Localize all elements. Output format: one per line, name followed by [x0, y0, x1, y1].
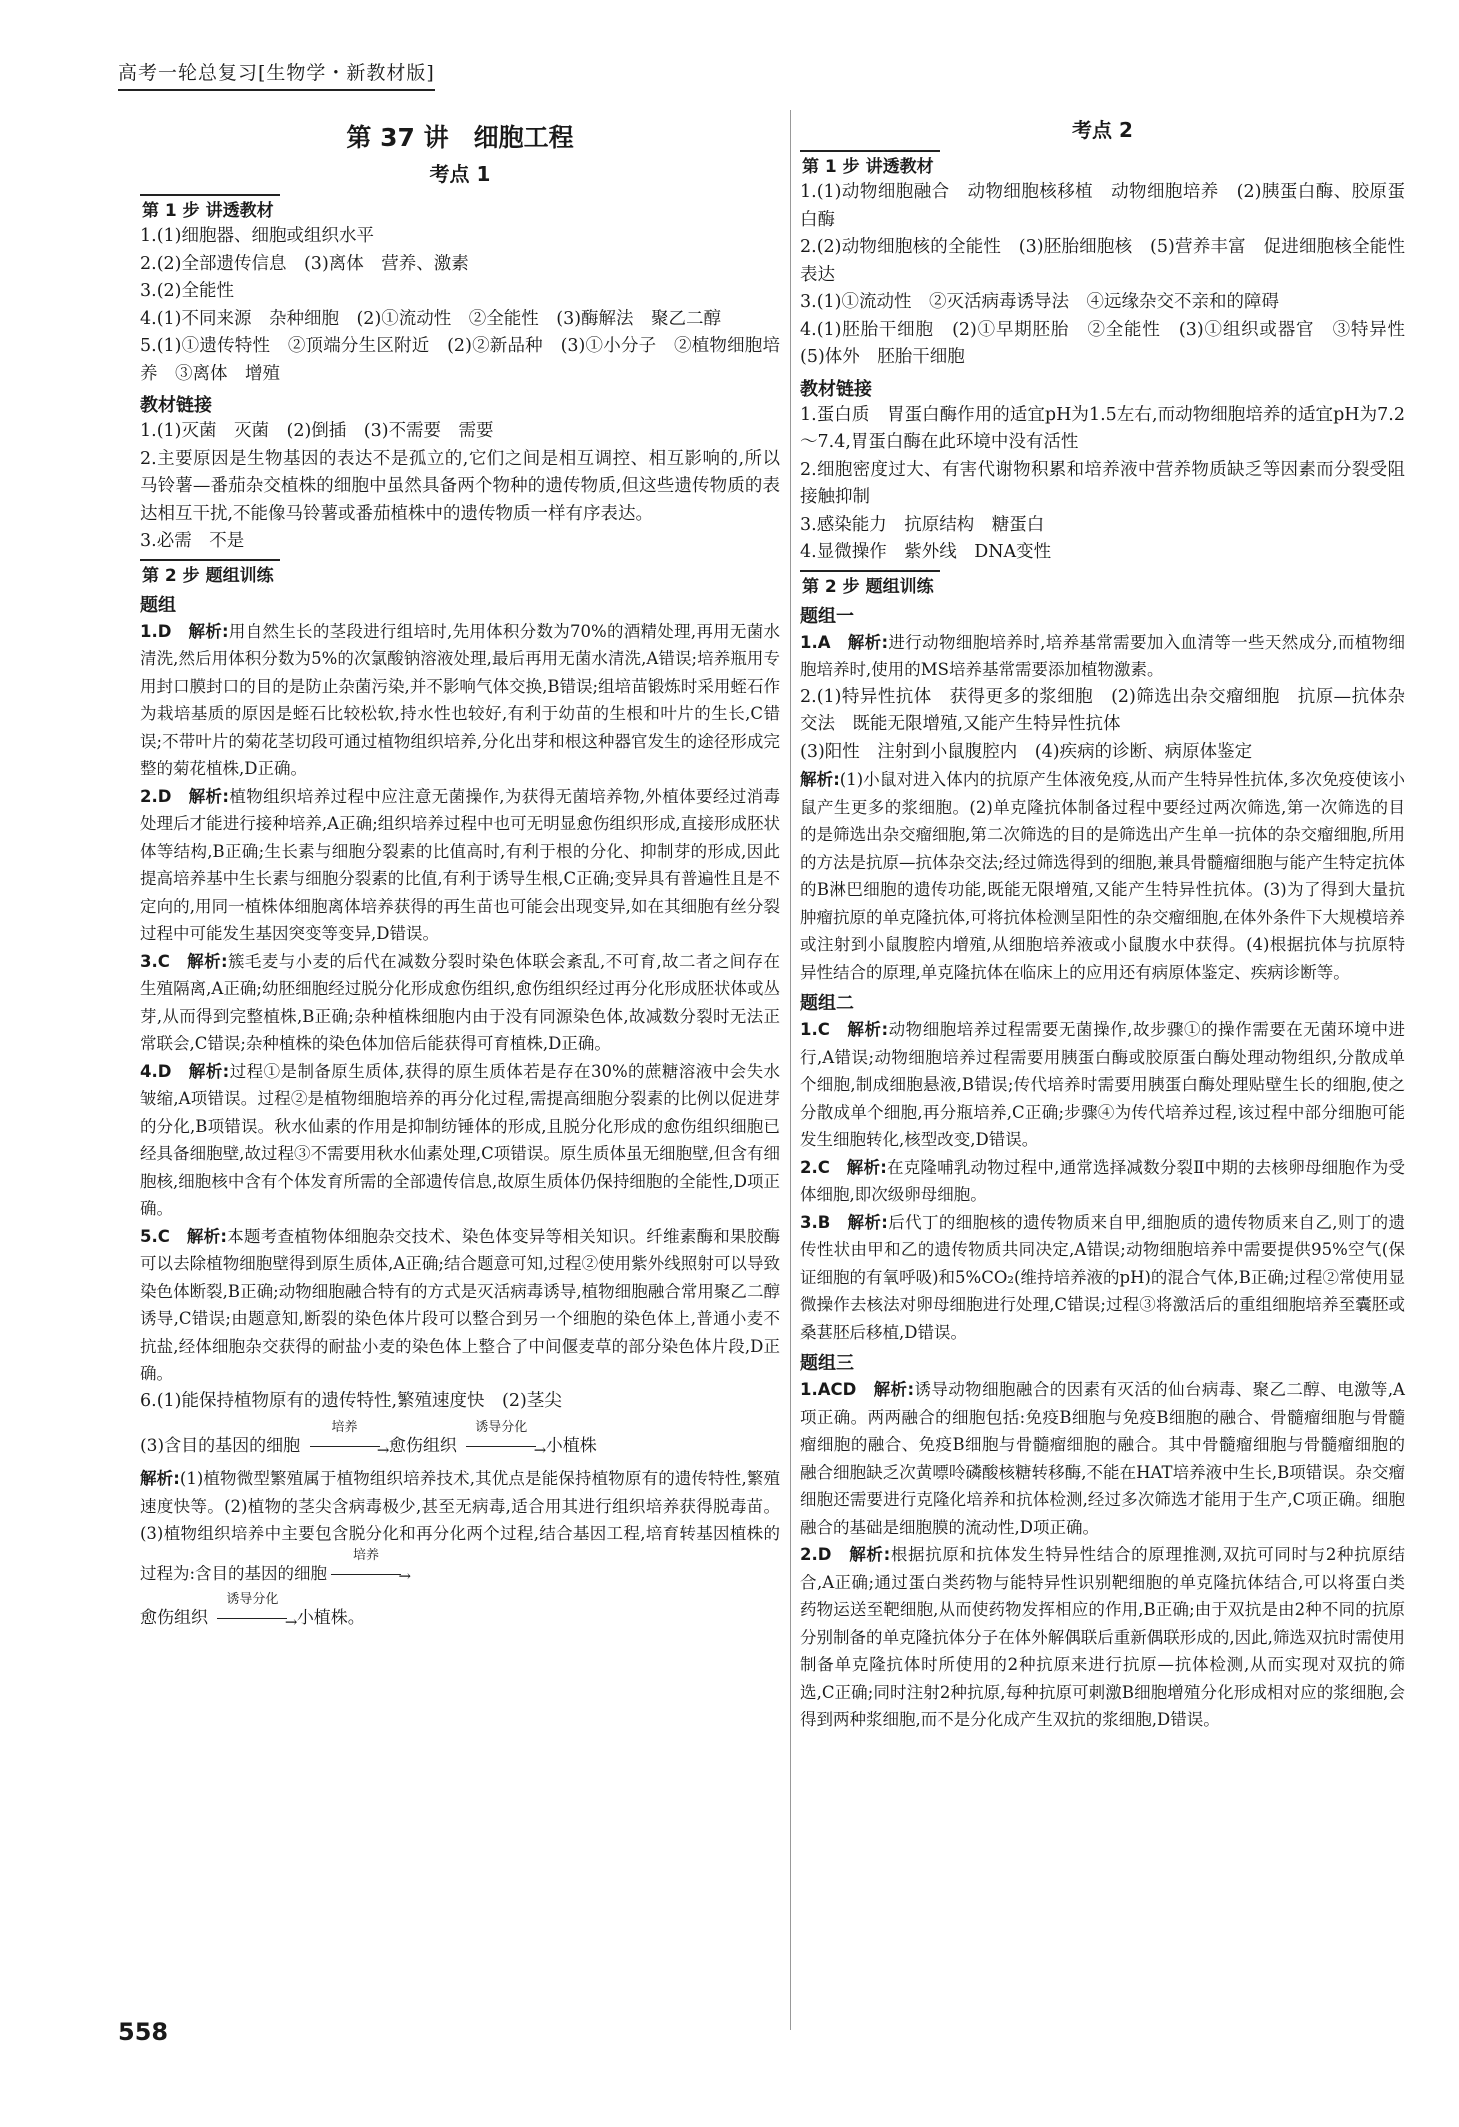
- analysis-head: 解析:: [140, 1469, 180, 1488]
- answer-item: [800, 1154, 1405, 1209]
- answer-text: 簇毛麦与小麦的后代在减数分裂时染色体联会紊乱,不可育,故二者之间存在生殖隔离,A正确;幼胚细胞经过脱分化形成愈伤组织,愈伤组织经过再分化形成胚状体或丛芽,从而得到完整植株,B正确;杂种植株细胞内由于没有同源染色体,故减数分裂时无法正常联会,C错误;杂种植株的染色体加倍后能获得可育植株,D正确。: [140, 951, 780, 1053]
- answer-item: [800, 766, 1405, 986]
- answer-text: 在克隆哺乳动物过程中,通常选择减数分裂Ⅱ中期的去核卵母细胞作为受体细胞,即次级卵母细胞。: [800, 1157, 1405, 1204]
- column-divider: [790, 110, 791, 2030]
- answer-head: 1.A 解析:: [800, 632, 889, 652]
- answer-item: [800, 1376, 1405, 1541]
- flow-end: 小植株: [545, 1436, 597, 1456]
- flow-arrow: [217, 1591, 287, 1633]
- answer-item: [800, 1541, 1405, 1734]
- answer-text: 用自然生长的茎段进行组培时,先用体积分数为70%的酒精处理,再用无菌水清洗,然后用体积分数为5%的次氯酸钠溶液处理,最后再用无菌水清洗,A错误;培养瓶用专用封口膜封口的目的是防止杂菌污染,并不影响气体交换,B错误;组培苗锻炼时采用蛭石作为栽培基质的原因是蛭石比较松软,持水性也较好,有利于幼苗的生根和叶片的生长,C错误;不带叶片的菊花茎切段可通过植物组织培养,分化出芽和根这种器官发生的途径形成完整的菊花植株,D正确。: [140, 621, 780, 778]
- answer-text: 根据抗原和抗体发生特异性结合的原理推测,双抗可同时与2种抗原结合,A正确;通过蛋白类药物与能特异性识别靶细胞的单克隆抗体结合,可以将蛋白类药物运送至靶细胞,从而使药物发挥相应的作用,B正确;由于双抗是由2种不同的抗原分别制备的单克隆抗体分子在体外解偶联后重新偶联形成的,因此,筛选双抗时需使用制备单克隆抗体时所使用的2种抗原来进行抗原—抗体检测,从而实现对双抗的筛选,C正确;同时注射2种抗原,每种抗原可刺激B细胞增殖分化形成相对应的浆细胞,会得到两种浆细胞,而不是分化成产生双抗的浆细胞,D错误。: [800, 1545, 1405, 1729]
- answer-text: 植物组织培养过程中应注意无菌操作,为获得无菌培养物,外植体要经过消毒处理后才能进行接种培养,A正确;组织培养过程中也可无明显愈伤组织形成,直接形成胚状体等结构,B正确;生长素与细胞分裂素的比值高时,有利于根的分化、抑制芽的形成,因此提高培养基中生长素与细胞分裂素的比值,有利于诱导生根,C正确;变异具有普遍性且是不定向的,用同一植株体细胞离体培养获得的再生苗也可能会出现变异,如在其细胞有丝分裂过程中可能发生基因突变等变异,D错误。: [140, 786, 780, 943]
- q6-analysis: [140, 1465, 780, 1587]
- answer-text: 进行动物细胞培养时,培养基常需要加入血清等一些天然成分,而植物细胞培养时,使用的MS培养基常需要添加植物激素。: [800, 632, 1405, 679]
- step2-label: 第 2 步 题组训练: [140, 559, 280, 586]
- answer-item: [800, 1209, 1405, 1347]
- answer-text: 过程①是制备原生质体,获得的原生质体若是存在30%的蔗糖溶液中会失水皱缩,A项错误。过程②是植物细胞培养的再分化过程,需提高细胞分裂素的比例以促进芽的分化,B项错误。秋水仙素的作用是抑制纺锤体的形成,且脱分化形成的愈伤组织细胞已经具备细胞壁,故过程③不需要用秋水仙素处理,C项错误。原生质体虽无细胞壁,但含有细胞核,细胞核中含有个体发育所需的全部遗传信息,故原生质体仍保持细胞的全能性,D项正确。: [140, 1061, 781, 1218]
- flow-arrow-caption: 培养: [353, 1547, 380, 1563]
- flow-arrow-caption: 诱导分化: [475, 1420, 528, 1435]
- step1-item: 4.(1)胚胎干细胞 (2)①早期胚胎 ②全能性 (3)①组织或器官 ③特异性 (5)体外 胚胎干细胞: [800, 319, 1423, 367]
- answer-item: [140, 1058, 780, 1223]
- kaodian-1-title: 考点 1: [429, 162, 491, 186]
- answer-head: 1.D 解析:: [140, 621, 229, 641]
- step2-label: 第 2 步 题组训练: [800, 570, 940, 597]
- q6-line: 6.(1)能保持植物原有的遗传特性,繁殖速度快 (2)茎尖: [140, 1390, 562, 1411]
- flow-arrow: [331, 1548, 401, 1588]
- q6-flow: [140, 1419, 780, 1461]
- left-column: [140, 110, 780, 1637]
- step1-item: 3.(2)全能性: [140, 281, 234, 301]
- flow-arrow-caption: 培养: [331, 1420, 358, 1435]
- jiaocai-item: 2.细胞密度过大、有害代谢物积累和培养液中营养物质缺乏等因素而分裂受阻 接触抑制: [800, 459, 1423, 507]
- answer-item: [140, 783, 780, 948]
- step1-label: 第 1 步 讲透教材: [140, 194, 280, 221]
- lecture-title: 第 37 讲 细胞工程: [346, 123, 574, 152]
- analysis-text: (1)植物微型繁殖属于植物组织培养技术,其优点是能保持植物原有的遗传特性,繁殖速度快等。(2)植物的茎尖含病毒极少,甚至无病毒,适合用其进行组织培养获得脱毒苗。(3)植物组织培养中主要包含脱分化和再分化两个过程,结合基因工程,培育转基因植株的过程为:含目的基因的细胞: [140, 1469, 780, 1583]
- page-number: 558: [118, 2018, 169, 2046]
- step1-item: 2.(2)动物细胞核的全能性 (3)胚胎细胞核 (5)营养丰富 促进细胞核全能性表达: [800, 237, 1405, 285]
- answer-head: 2.C 解析:: [800, 1157, 887, 1177]
- answer-line: (3)阳性 注射到小鼠腹腔内 (4)疾病的诊断、病原体鉴定: [800, 741, 1253, 762]
- jiaocai-item: 1.(1)灭菌 灭菌 (2)倒插 (3)不需要 需要: [140, 421, 494, 441]
- answer-head: 5.C 解析:: [140, 1226, 227, 1246]
- jiaocai-item: 2.主要原因是生物基因的表达不是孤立的,它们之间是相互调控、相互影响的,所以马铃薯—番茄杂交植株的细胞中虽然具备两个物种的遗传物质,但这些遗传物质的表达相互干扰,不能像马铃薯或番茄植株中的遗传物质一样有序表达。: [140, 448, 780, 524]
- step1-item: 4.(1)不同来源 杂种细胞 (2)①流动性 ②全能性 (3)酶解法 聚乙二醇: [140, 308, 722, 329]
- step1-item: 3.(1)①流动性 ②灭活病毒诱导法 ④远缘杂交不亲和的障碍: [800, 292, 1279, 312]
- flow-start: 愈伤组织: [140, 1608, 208, 1628]
- answer-head: 1.ACD 解析:: [800, 1380, 915, 1399]
- answer-text: 后代丁的细胞核的遗传物质来自甲,细胞质的遗传物质来自乙,则丁的遗传性状由甲和乙的遗传物质共同决定,A错误;动物细胞培养中需要提供95%空气(保证细胞的有氧呼吸)和5%CO₂(维持培养液的pH)的混合气体,B正确;过程②常使用显微操作去核法对卵母细胞进行处理,C错误;过程③将激活后的重组细胞培养至囊胚或桑葚胚后移植,D错误。: [800, 1212, 1405, 1342]
- q6-tail-flow: [140, 1591, 780, 1633]
- answer-head: 2.D 解析:: [140, 786, 230, 806]
- running-header: 高考一轮总复习[生物学・新教材版]: [118, 58, 435, 91]
- group3-label: 题组三: [800, 1353, 854, 1374]
- answer-head: 解析:: [800, 770, 840, 789]
- flow-arrow: [310, 1419, 380, 1461]
- group1-label: 题组一: [800, 605, 854, 627]
- flow-arrow: [466, 1419, 536, 1461]
- step1-item: 1.(1)细胞器、细胞或组织水平: [140, 226, 374, 246]
- flow-start: (3)含目的基因的细胞: [140, 1436, 301, 1456]
- group2-label: 题组二: [800, 993, 854, 1014]
- flow-arrow-caption: 诱导分化: [226, 1592, 279, 1607]
- kaodian-2-title: 考点 2: [1072, 118, 1133, 142]
- answer-text: (1)小鼠对进入体内的抗原产生体液免疫,从而产生特异性抗体,多次免疫使该小鼠产生更多的浆细胞。(2)单克隆抗体制备过程中要经过两次筛选,第一次筛选的目的是筛选出杂交瘤细胞,第二次筛选的目的是筛选出产生单一抗体的杂交瘤细胞,所用的方法是抗原—抗体杂交法;经过筛选得到的细胞,兼具骨髓瘤细胞与能产生特定抗体的B淋巴细胞的遗传功能,既能无限增殖,又能产生特异性抗体。(3)为了得到大量抗肿瘤抗原的单克隆抗体,可将抗体检测呈阳性的杂交瘤细胞,在体外条件下大规模培养或注射到小鼠腹腔内增殖,从细胞培养液或小鼠腹水中获得。(4)根据抗体与抗原特异性结合的原理,单克隆抗体在临床上的应用还有病原体鉴定、疾病诊断等。: [800, 770, 1405, 982]
- answer-text: 本题考查植物体细胞杂交技术、染色体变异等相关知识。纤维素酶和果胶酶可以去除植物细胞壁得到原生质体,A正确;结合题意可知,过程②使用紫外线照射可以导致染色体断裂,B正确;动物细胞融合特有的方式是灭活病毒诱导,植物细胞融合常用聚乙二醇诱导,C错误;由题意知,断裂的染色体片段可以整合到另一个细胞的染色体上,普通小麦不抗盐,经体细胞杂交获得的耐盐小麦的染色体上整合了中间偃麦草的部分染色体片段,D正确。: [140, 1226, 781, 1383]
- answer-text: 诱导动物细胞融合的因素有灭活的仙台病毒、聚乙二醇、电激等,A项正确。两两融合的细胞包括:免疫B细胞与免疫B细胞的融合、骨髓瘤细胞与骨髓瘤细胞的融合、免疫B细胞与骨髓瘤细胞的融合。其中骨髓瘤细胞与骨髓瘤细胞的融合细胞缺乏次黄嘌呤磷酸核糖转移酶,不能在HAT培养液中生长,B项错误。杂交瘤细胞还需要进行克隆化培养和抗体检测,经过多次筛选才能用于生产,C项正确。细胞融合的基础是细胞膜的流动性,D项正确。: [800, 1380, 1405, 1537]
- jiaocai-label: 教材链接: [800, 378, 872, 400]
- jiaocai-item: 3.必需 不是: [140, 531, 245, 551]
- jiaocai-item: 4.显微操作 紫外线 DNA变性: [800, 542, 1052, 562]
- answer-text: 动物细胞培养过程需要无菌操作,故步骤①的操作需要在无菌环境中进行,A错误;动物细胞培养过程需要用胰蛋白酶或胶原蛋白酶处理动物组织,分散成单个细胞,制成细胞悬液,B错误;传代培养时需要用胰蛋白酶处理贴壁生长的细胞,使之分散成单个细胞,再分瓶培养,C正确;步骤④为传代培养过程,该过程中部分细胞可能发生细胞转化,核型改变,D错误。: [800, 1020, 1405, 1149]
- jiaocai-item: 1.蛋白质 胃蛋白酶作用的适宜pH为1.5左右,而动物细胞培养的适宜pH为7.2～7.4,胃蛋白酶在此环境中没有活性: [800, 404, 1405, 452]
- answer-item: [800, 1016, 1405, 1154]
- tizu-label: 题组: [140, 594, 176, 616]
- answer-item: [140, 618, 780, 783]
- step1-item: 2.(2)全部遗传信息 (3)离体 营养、激素: [140, 253, 469, 274]
- jiaocai-label: 教材链接: [140, 395, 212, 416]
- answer-head: 2.D 解析:: [800, 1545, 891, 1564]
- answer-item: [140, 1223, 780, 1388]
- answer-item: [140, 948, 780, 1058]
- flow-end: 小植株。: [296, 1608, 365, 1628]
- answer-head: 3.C 解析:: [140, 951, 228, 971]
- jiaocai-item: 3.感染能力 抗原结构 糖蛋白: [800, 514, 1045, 535]
- step1-label: 第 1 步 讲透教材: [800, 150, 940, 177]
- answer-item: [800, 629, 1405, 684]
- flow-mid: 愈伤组织: [388, 1436, 457, 1456]
- step1-item: 5.(1)①遗传特性 ②顶端分生区附近 (2)②新品种 (3)①小分子 ②植物细胞培养 ③离体 增殖: [140, 336, 780, 384]
- answer-line: 2.(1)特异性抗体 获得更多的浆细胞 (2)筛选出杂交瘤细胞 抗原—抗体杂交法 既能无限增殖,又能产生特异性抗体: [800, 686, 1405, 734]
- right-column: [800, 110, 1423, 1734]
- answer-head: 3.B 解析:: [800, 1212, 888, 1232]
- answer-head: 1.C 解析:: [800, 1020, 889, 1039]
- step1-item: 1.(1)动物细胞融合 动物细胞核移植 动物细胞培养 (2)胰蛋白酶、胶原蛋白酶: [800, 182, 1405, 230]
- answer-head: 4.D 解析:: [140, 1061, 230, 1081]
